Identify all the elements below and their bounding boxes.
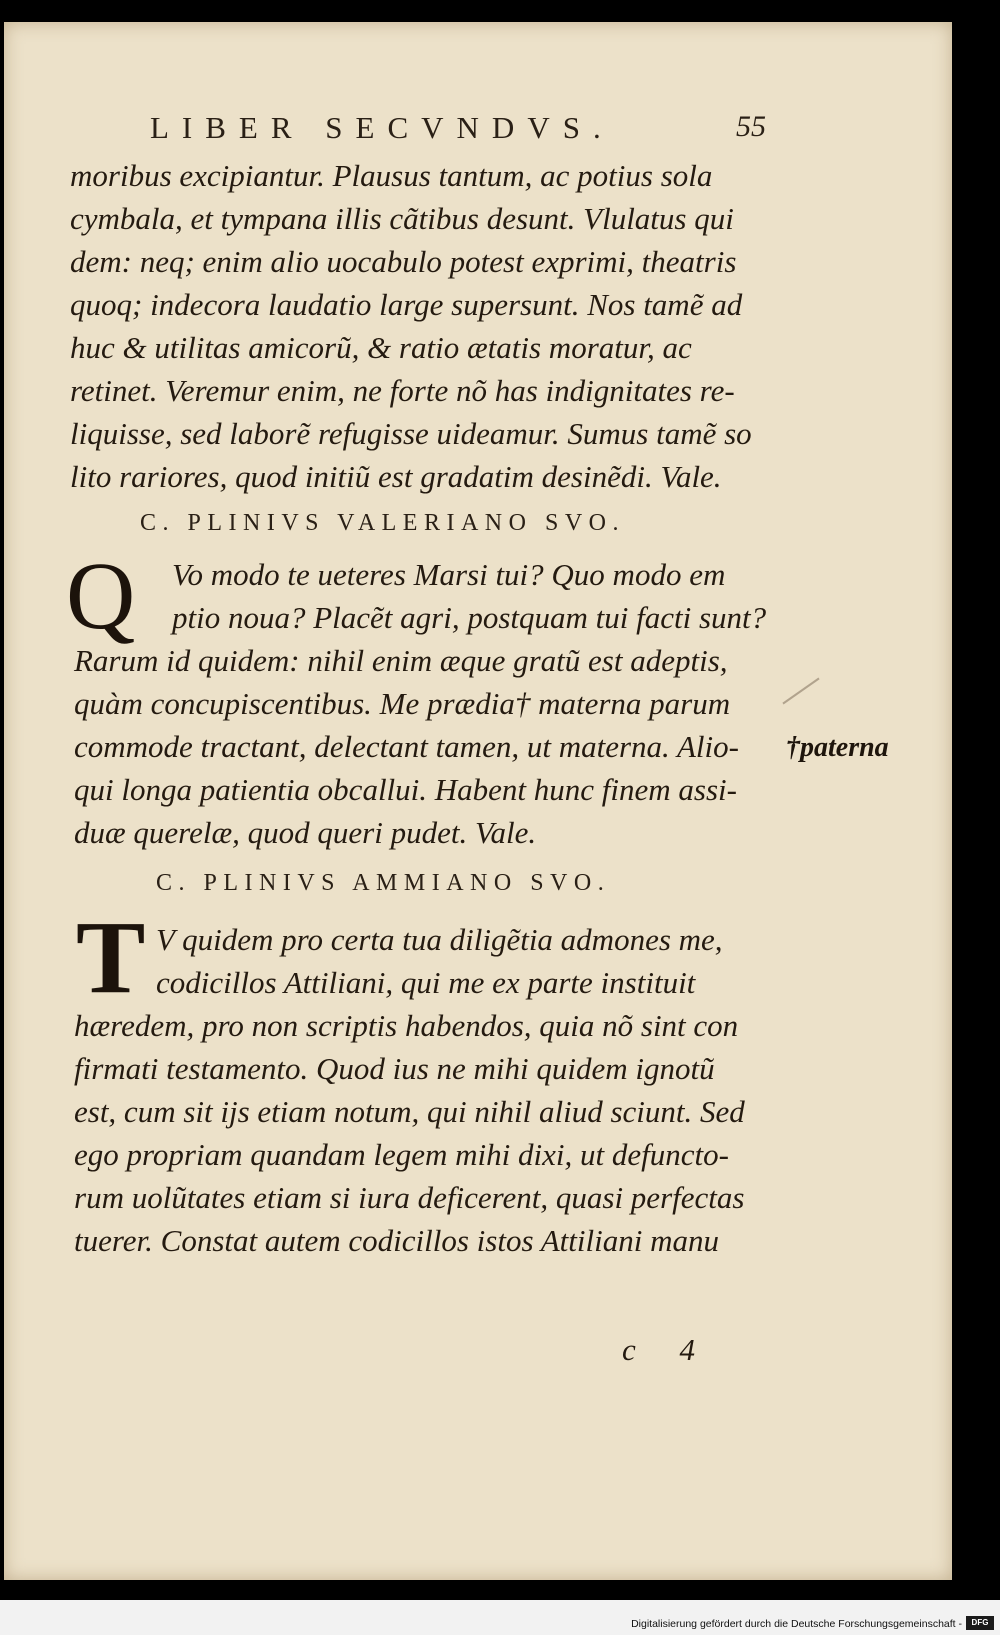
text-line: ptio noua? Placẽt agri, postquam tui facti sunt? <box>172 600 767 635</box>
drop-cap-q: Q <box>66 542 136 649</box>
text-line: liquisse, sed laborẽ refugisse uideamur. Sumus tamẽ so <box>70 416 752 451</box>
letter-heading-ammiano: C. PLINIVS AMMIANO SVO. <box>156 870 611 896</box>
text-line: hæredem, pro non scriptis habendos, quia nõ sint con <box>74 1008 739 1043</box>
book-page <box>4 22 952 1580</box>
text-line: rum uolũtates etiam si iura deficerent, quasi perfectas <box>74 1180 745 1215</box>
text-line: tuerer. Constat autem codicillos istos Attiliani manu <box>74 1223 719 1258</box>
text-line: V quidem pro certa tua diligẽtia admones me, <box>156 922 723 957</box>
text-line: firmati testamento. Quod ius ne mihi quidem ignotũ <box>74 1051 715 1086</box>
text-line: retinet. Veremur enim, ne forte nõ has indignitates re- <box>70 373 735 408</box>
page-number: 55 <box>736 110 766 143</box>
text-line: codicillos Attiliani, qui me ex parte instituit <box>156 965 696 1000</box>
margin-pen-stroke <box>782 678 819 705</box>
text-line: lito rariores, quod initiũ est gradatim desinẽdi. Vale. <box>70 459 722 494</box>
text-line: duæ querelæ, quod queri pudet. Vale. <box>74 815 537 850</box>
running-title: LIBER SECVNDVS. <box>150 110 614 145</box>
text-line: Rarum id quidem: nihil enim æque gratũ est adeptis, <box>74 643 728 678</box>
text-line: dem: neq; enim alio uocabulo potest exprimi, theatris <box>70 244 737 279</box>
text-line: quàm concupiscentibus. Me prædia† materna parum <box>74 686 731 721</box>
running-head <box>76 110 766 150</box>
text-line: quoq; indecora laudatio large supersunt. Nos tamẽ ad <box>70 287 743 322</box>
letter-heading-valeriano: C. PLINIVS VALERIANO SVO. <box>140 510 625 536</box>
drop-cap-t: T <box>76 900 146 1015</box>
text-line: moribus excipiantur. Plausus tantum, ac potius sola <box>70 158 713 193</box>
text-line: cymbala, et tympana illis cãtibus desunt. Vlulatus qui <box>70 201 734 236</box>
text-line: qui longa patientia obcallui. Habent hunc finem assi- <box>74 772 737 807</box>
text-line: est, cum sit ijs etiam notum, qui nihil aliud sciunt. Sed <box>74 1094 745 1129</box>
text-line: commode tractant, delectant tamen, ut materna. Alio- <box>74 729 739 764</box>
text-line: ego propriam quandam legem mihi dixi, ut defuncto- <box>74 1137 729 1172</box>
dfg-logo: DFG <box>966 1616 994 1630</box>
text-line: huc & utilitas amicorũ, & ratio ætatis moratur, ac <box>70 330 692 365</box>
margin-annotation: †paterna <box>786 732 889 763</box>
signature-mark: c 4 <box>622 1332 714 1367</box>
footer-bar <box>0 1600 1000 1635</box>
footer-credit: Digitalisierung gefördert durch die Deutsche Forschungsgemeinschaft - <box>631 1618 962 1630</box>
text-line: Vo modo te ueteres Marsi tui? Quo modo em <box>172 557 726 592</box>
